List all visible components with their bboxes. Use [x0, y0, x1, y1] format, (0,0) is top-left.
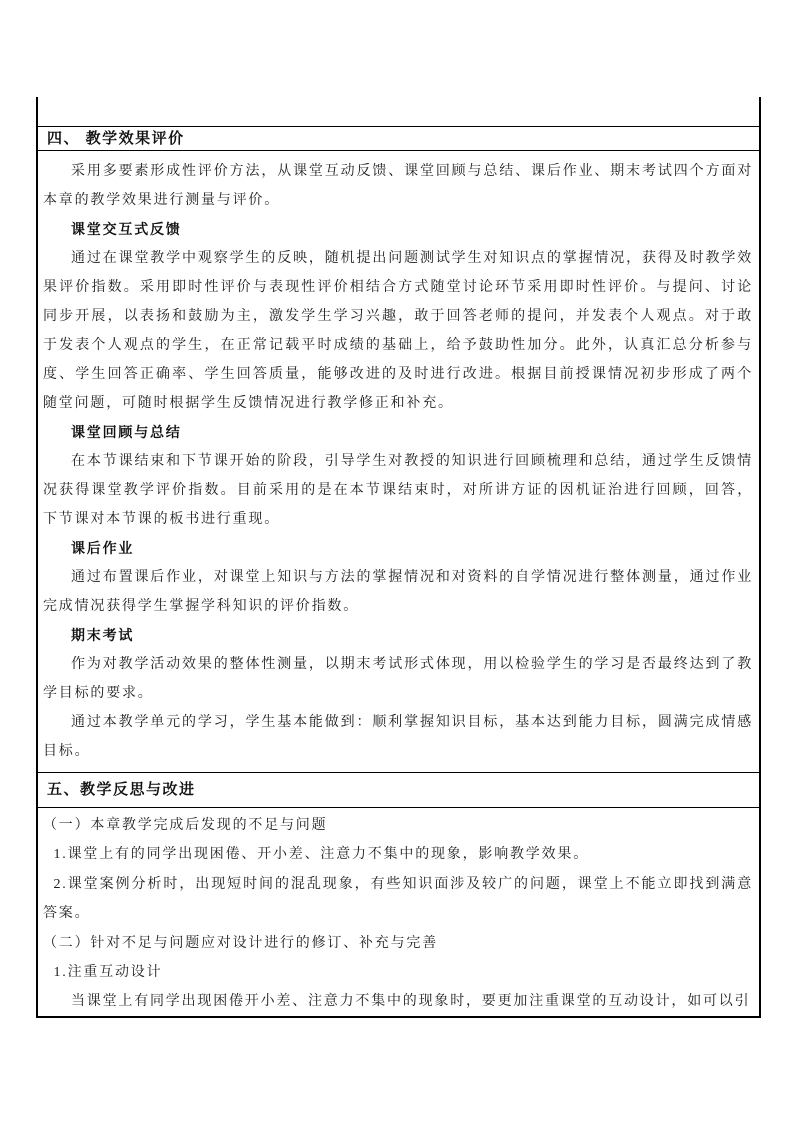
paragraph: 通过布置课后作业，对课堂上知识与方法的掌握情况和对资料的自学情况进行整体测量，通过作业完成情况获得学生掌握学科知识的评价指数。: [43, 570, 753, 614]
section4-title: 四、 教学效果评价: [47, 130, 185, 147]
paragraph: 通过在课堂教学中观察学生的反映，随机提出问题测试学生对知识点的掌握情况，获得及时教学效果评价指数。采用即时性评价与表现性评价相结合方式随堂讨论环节采用即时性评价。与提问、讨论同步开展，以表扬和鼓励为主，激发学生学习兴趣，敢于回答老师的提问，并发表个人观点。对于敢于发表个人观点的学生，在正常记载平时成绩的基础上，给予鼓助性加分。此外，认真汇总分析参与度、学生回答正确率、学生回答质量，能够改进的及时进行改进。根据目前授课情况初步形成了两个随堂问题，可随时根据学生反馈情况进行教学修正和补充。: [43, 251, 753, 411]
paragraph: 课后作业: [71, 540, 135, 556]
paragraph: （一）本章教学完成后发现的不足与问题: [43, 818, 328, 833]
section5-content-cell: [38, 808, 759, 1018]
paragraph: 通过本教学单元的学习，学生基本能做到：顺利掌握知识目标，基本达到能力目标，圆满完成情感目标。: [43, 715, 753, 759]
paragraph: 课堂回顾与总结: [71, 424, 182, 440]
paragraph: 课堂交互式反馈: [71, 221, 182, 237]
paragraph: 采用多要素形成性评价方法，从课堂互动反馈、课堂回顾与总结、课后作业、期末考试四个方面对本章的教学效果进行测量与评价。: [43, 164, 753, 208]
section5-title: 五、教学反思与改进: [47, 781, 196, 798]
paragraph: 1.注重互动设计: [53, 965, 163, 981]
section4-header-row: [38, 127, 759, 151]
paragraph: 2.课堂案例分析时，出现短时间的混乱现象，有些知识面涉及较广的问题，课堂上不能立即找到满意答案。: [43, 876, 753, 922]
table-row-empty: [38, 97, 759, 127]
paragraph: 期末考试: [71, 627, 135, 643]
paragraph: 作为对教学活动效果的整体性测量，以期末考试形式体现，用以检验学生的学习是否最终达到了教学目标的要求。: [43, 657, 753, 701]
section4-content-cell: [38, 151, 759, 773]
section5-header-row: [38, 773, 759, 808]
paragraph: （二）针对不足与问题应对设计进行的修订、补充与完善: [43, 935, 438, 951]
paragraph: 1.课堂上有的同学出现困倦、开小差、注意力不集中的现象，影响教学效果。: [53, 847, 589, 863]
paragraph: 当课堂上有同学出现困倦开小差、注意力不集中的现象时，要更加注重课堂的互动设计，如可以引: [71, 994, 751, 1010]
teaching-plan-table: [36, 97, 761, 1018]
paragraph: 在本节课结束和下节课开始的阶段，引导学生对教授的知识进行回顾梳理和总结，通过学生反馈情况获得课堂教学评价指数。目前采用的是在本节课结束时，对所讲方证的因机证治进行回顾，回答，下节课对本节课的板书进行重现。: [43, 454, 753, 527]
